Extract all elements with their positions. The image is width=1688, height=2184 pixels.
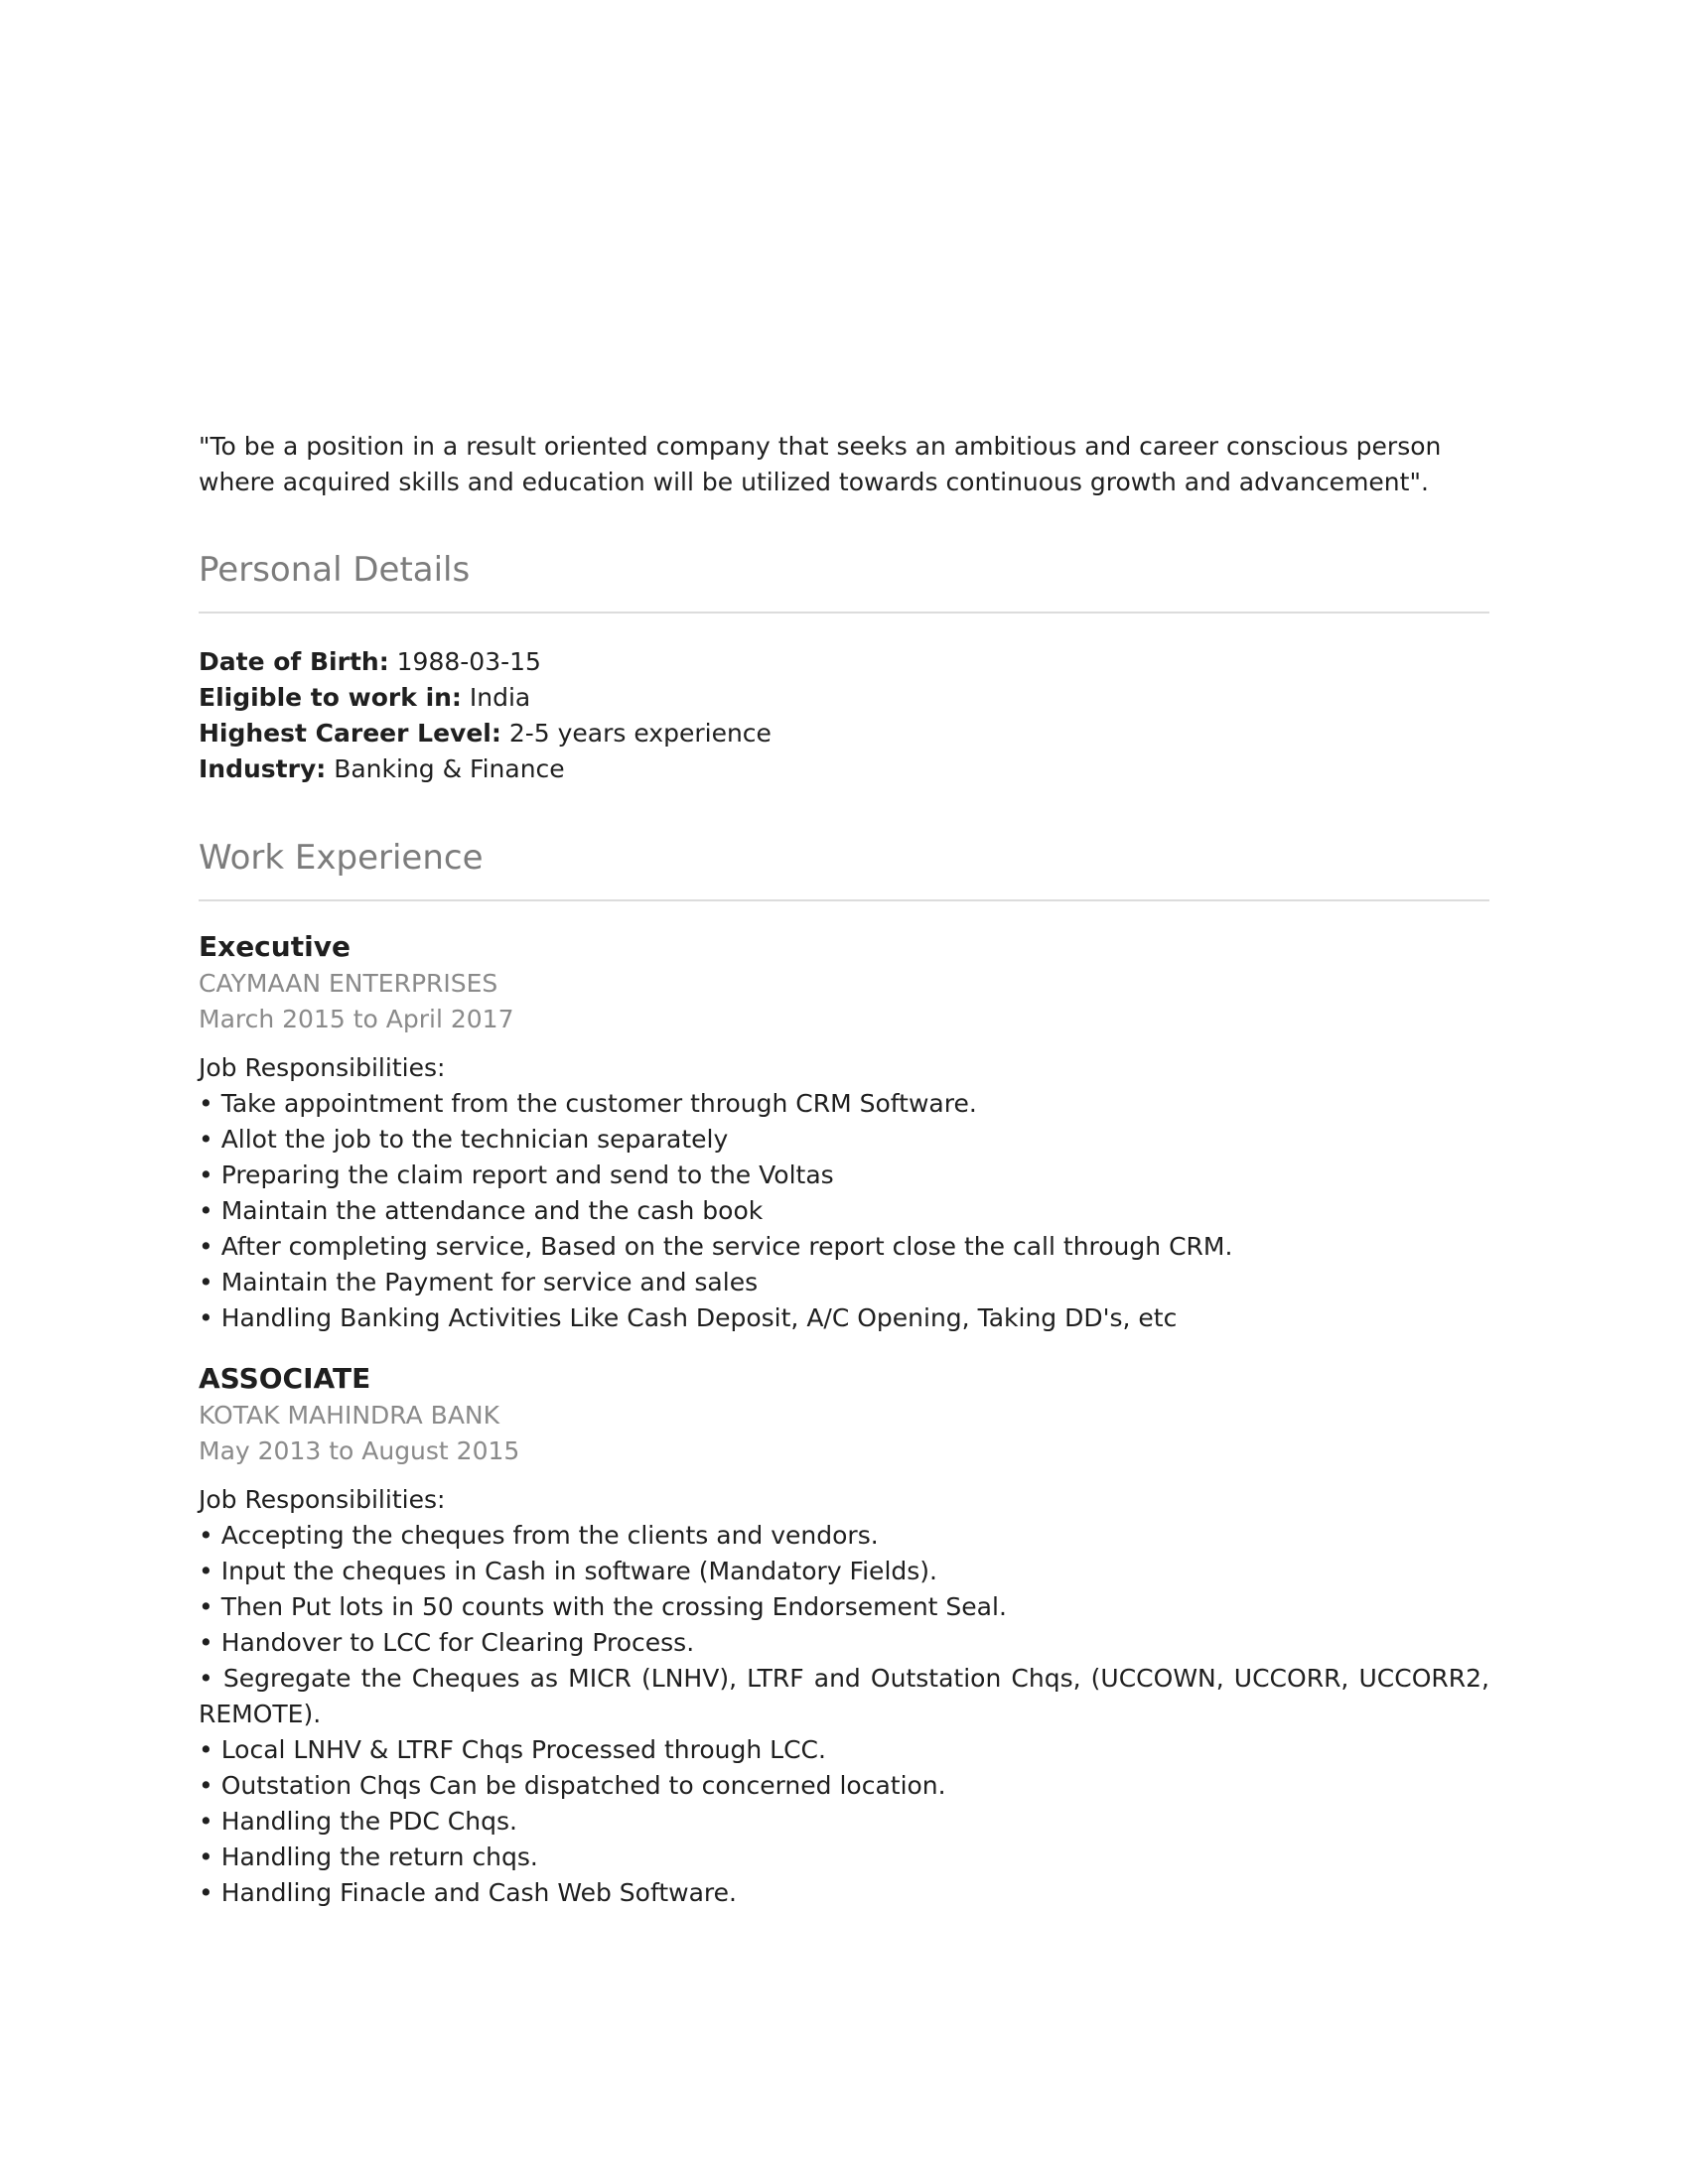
responsibilities-label: Job Responsibilities: <box>199 1485 446 1514</box>
job-company: KOTAK MAHINDRA BANK <box>199 1401 500 1430</box>
bullet-item: • Segregate the Cheques as MICR (LNHV), LTRF and Outstation Chqs, (UCCOWN, UCCORR, UCCORR2, REMOTE). <box>199 1664 1489 1728</box>
bullet-item: • Then Put lots in 50 counts with the crossing Endorsement Seal. <box>199 1592 1007 1621</box>
job-title: ASSOCIATE <box>199 1362 371 1395</box>
bullet-item: • Maintain the attendance and the cash book <box>199 1196 764 1225</box>
job-period: May 2013 to August 2015 <box>199 1436 520 1465</box>
field-row-highest-career-level <box>199 716 1489 751</box>
bullet-item: • Local LNHV & LTRF Chqs Processed through LCC. <box>199 1735 826 1764</box>
field-row-date-of-birth <box>199 644 1489 680</box>
section-title-personal-details: Personal Details <box>199 550 1489 614</box>
field-value: Banking & Finance <box>334 754 565 783</box>
field-value: 1988-03-15 <box>396 647 541 676</box>
field-label: Highest Career Level: <box>199 719 501 748</box>
bullet-item: • Input the cheques in Cash in software (Mandatory Fields). <box>199 1557 937 1585</box>
field-row-eligible-to-work-in <box>199 680 1489 716</box>
field-value: 2-5 years experience <box>508 719 772 748</box>
field-label: Industry: <box>199 754 327 783</box>
bullet-item: • After completing service, Based on the service report close the call through CRM. <box>199 1232 1233 1261</box>
responsibilities-label: Job Responsibilities: <box>199 1053 446 1082</box>
job-company: CAYMAAN ENTERPRISES <box>199 969 498 998</box>
bullet-item: • Handling Banking Activities Like Cash Deposit, A/C Opening, Taking DD's, etc <box>199 1303 1178 1332</box>
personal-details-fields <box>199 644 1489 787</box>
bullet-item: • Handling the return chqs. <box>199 1843 538 1871</box>
field-value: India <box>469 683 531 712</box>
bullet-item: • Handling Finacle and Cash Web Software. <box>199 1878 737 1907</box>
job-title: Executive <box>199 930 351 963</box>
bullet-item: • Outstation Chqs Can be dispatched to concerned location. <box>199 1771 946 1800</box>
field-label: Date of Birth: <box>199 647 389 676</box>
responsibilities-list <box>199 1086 1489 1336</box>
field-label: Eligible to work in: <box>199 683 462 712</box>
bullet-item: • Take appointment from the customer through CRM Software. <box>199 1089 977 1118</box>
bullet-item: • Maintain the Payment for service and sales <box>199 1268 759 1297</box>
job-entry-executive <box>199 928 1489 1336</box>
bullet-item: • Preparing the claim report and send to the Voltas <box>199 1160 834 1189</box>
job-period: March 2015 to April 2017 <box>199 1005 514 1033</box>
bullet-item: • Accepting the cheques from the clients and vendors. <box>199 1521 879 1550</box>
job-entry-associate <box>199 1360 1489 1911</box>
responsibilities-list <box>199 1518 1489 1911</box>
resume-content <box>199 0 1489 1911</box>
bullet-item: • Handover to LCC for Clearing Process. <box>199 1628 695 1657</box>
objective-paragraph: "To be a position in a result oriented company that seeks an ambitious and career conscious person where acquired skills and education will be utilized towards continuous growth and advancement". <box>199 432 1442 496</box>
field-row-industry <box>199 751 1489 787</box>
bullet-item: • Allot the job to the technician separately <box>199 1125 729 1154</box>
bullet-item: • Handling the PDC Chqs. <box>199 1807 517 1836</box>
section-title-work-experience: Work Experience <box>199 838 1489 901</box>
